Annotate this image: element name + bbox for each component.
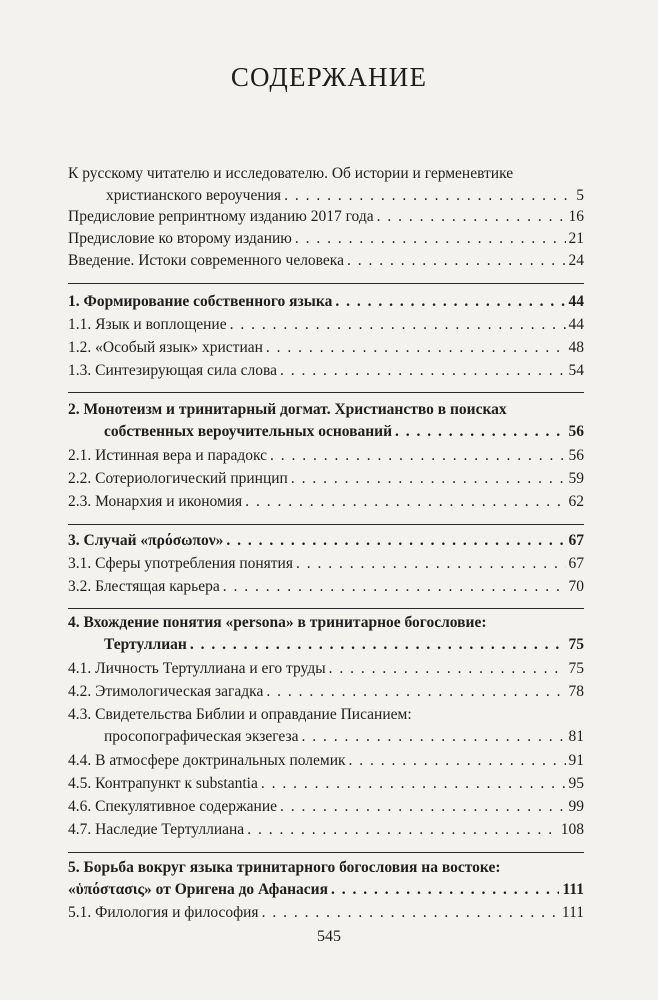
toc-entry-text: просопографическая экзегеза (104, 728, 299, 745)
toc-page-number: 70 (568, 578, 584, 595)
toc-page-number: 56 (568, 447, 584, 464)
toc-page-number: 91 (568, 752, 584, 769)
dot-leader (270, 445, 566, 467)
toc-page-number: 16 (568, 208, 584, 225)
dot-leader (335, 291, 565, 313)
toc-entry-text: 2.3. Монархия и икономия (68, 493, 243, 510)
chapter-divider (68, 392, 584, 393)
toc-entry-foreword-russian[interactable] (68, 163, 584, 207)
toc-chapter-title: 4. Вхождение понятия «persona» в тринитарное богословие: (68, 614, 487, 631)
toc-page-number: 21 (568, 230, 584, 247)
toc-chapter-title: Тертуллиан (104, 636, 187, 653)
toc-chapter-title: собственных вероучительных оснований (104, 423, 393, 440)
dot-leader (261, 773, 566, 795)
toc-chapter-title: «ὑπόστασις» от Оригена до Афанасия (68, 881, 328, 898)
dot-leader (296, 553, 566, 575)
toc-chapter-title: 3. Случай «πρόσωπον» (68, 532, 224, 549)
dot-leader (349, 750, 566, 772)
toc-entry-text: христианского вероучения (106, 187, 282, 204)
toc-page-number: 67 (568, 555, 584, 572)
toc-entry-2-1[interactable] (68, 445, 584, 467)
toc-entry-text: Предисловие репринтному изданию 2017 года (68, 208, 374, 225)
toc-entry-2-2[interactable] (68, 468, 584, 490)
chapter-divider (68, 524, 584, 525)
toc-chapter-title: 1. Формирование собственного языка (68, 293, 333, 310)
toc-entry-1-2[interactable] (68, 337, 584, 359)
toc-page-number: 56 (568, 423, 584, 440)
toc-entry-reprint-preface[interactable] (68, 206, 584, 228)
toc-chapter-title: 5. Борьба вокруг языка тринитарного богословия на востоке: (68, 859, 501, 876)
toc-entry-1-1[interactable] (68, 314, 584, 336)
toc-entry-text: 4.4. В атмосфере доктринальных полемик (68, 752, 346, 769)
toc-chapter-5[interactable] (68, 857, 584, 901)
toc-entry-4-6[interactable] (68, 796, 584, 818)
toc-entry-3-2[interactable] (68, 576, 584, 598)
dot-leader (280, 796, 565, 818)
dot-leader (223, 576, 566, 598)
page-title: СОДЕРЖАНИЕ (230, 62, 428, 92)
toc-entry-5-1[interactable] (68, 902, 584, 924)
toc-page-number: 59 (568, 470, 584, 487)
toc-page-number: 44 (568, 293, 584, 310)
toc-entry-text: 2.2. Сотериологический принцип (68, 470, 288, 487)
toc-entry-4-3[interactable] (68, 704, 584, 748)
toc-page-number: 54 (568, 362, 584, 379)
toc-entry-text: Введение. Истоки современного человека (68, 252, 344, 269)
toc-page-number: 108 (560, 821, 584, 838)
dot-leader (329, 658, 566, 680)
toc-entry-text: 1.1. Язык и воплощение (68, 316, 227, 333)
toc-entry-text: 1.3. Синтезирующая сила слова (68, 362, 278, 379)
toc-chapter-3[interactable] (68, 530, 584, 552)
toc-entry-introduction[interactable] (68, 250, 584, 272)
dot-leader (266, 337, 566, 359)
toc-page-number: 81 (568, 728, 584, 745)
toc-entry-1-3[interactable] (68, 360, 584, 382)
toc-entry-text: 3.1. Сферы употребления понятия (68, 555, 293, 572)
toc-entry-text: К русскому читателю и исследователю. Об истории и герменевтике (68, 165, 514, 182)
toc-entry-text: 1.2. «Особый язык» христиан (68, 339, 263, 356)
chapter-divider (68, 852, 584, 853)
dot-leader (245, 491, 565, 513)
toc-entry-3-1[interactable] (68, 553, 584, 575)
toc-page-number: 78 (568, 683, 584, 700)
toc-entry-4-4[interactable] (68, 750, 584, 772)
toc-entry-4-7[interactable] (68, 819, 584, 841)
dot-leader (266, 681, 565, 703)
dot-leader (262, 902, 559, 924)
toc-entry-2-3[interactable] (68, 491, 584, 513)
toc-page-number: 62 (568, 493, 584, 510)
dot-leader (247, 819, 558, 841)
toc-entry-text: 2.1. Истинная вера и парадокс (68, 447, 267, 464)
toc-entry-text: 4.7. Наследие Тертуллиана (68, 821, 245, 838)
toc-page-number: 75 (568, 660, 584, 677)
page-number: 545 (317, 928, 341, 945)
toc-page-number: 111 (562, 881, 584, 898)
toc-page-number: 67 (568, 532, 584, 549)
dot-leader (226, 530, 565, 552)
dot-leader (291, 468, 566, 490)
toc-page-number: 44 (568, 316, 584, 333)
dot-leader (230, 314, 566, 336)
toc-entry-text: 3.2. Блестящая карьера (68, 578, 220, 595)
toc-entry-4-5[interactable] (68, 773, 584, 795)
toc-entry-text: 4.6. Спекулятивное содержание (68, 798, 278, 815)
dot-leader (377, 206, 566, 228)
toc-page-number: 48 (568, 339, 584, 356)
chapter-divider (68, 608, 584, 609)
dot-leader (284, 185, 573, 207)
chapter-divider (68, 283, 584, 284)
toc-entry-text: Предисловие ко второму изданию (68, 230, 292, 247)
dot-leader (295, 228, 566, 250)
toc-entry-4-1[interactable] (68, 658, 584, 680)
toc-page-number: 5 (576, 187, 584, 204)
toc-page-number: 99 (568, 798, 584, 815)
dot-leader (331, 879, 559, 901)
toc-chapter-title: 2. Монотеизм и тринитарный догмат. Христианство в поисках (68, 401, 507, 418)
dot-leader (190, 634, 566, 656)
toc-entry-text: 5.1. Филология и философия (68, 904, 259, 921)
toc-page-number: 75 (568, 636, 584, 653)
dot-leader (395, 421, 565, 443)
toc-page-number: 111 (561, 904, 584, 921)
toc-entry-text: 4.3. Свидетельства Библии и оправдание Писанием: (68, 706, 412, 723)
toc-entry-text: 4.1. Личность Тертуллиана и его труды (68, 660, 326, 677)
dot-leader (347, 250, 566, 272)
toc-chapter-1[interactable] (68, 291, 584, 313)
dot-leader (280, 360, 565, 382)
dot-leader (302, 726, 566, 748)
toc-entry-4-2[interactable] (68, 681, 584, 703)
toc-entry-second-edition-preface[interactable] (68, 228, 584, 250)
toc-page-number: 24 (568, 252, 584, 269)
toc-chapter-2[interactable] (68, 399, 584, 443)
toc-page-number: 95 (568, 775, 584, 792)
toc-chapter-4[interactable] (68, 612, 584, 656)
toc-entry-text: 4.2. Этимологическая загадка (68, 683, 264, 700)
toc-entry-text: 4.5. Контрапункт к substantia (68, 775, 258, 792)
